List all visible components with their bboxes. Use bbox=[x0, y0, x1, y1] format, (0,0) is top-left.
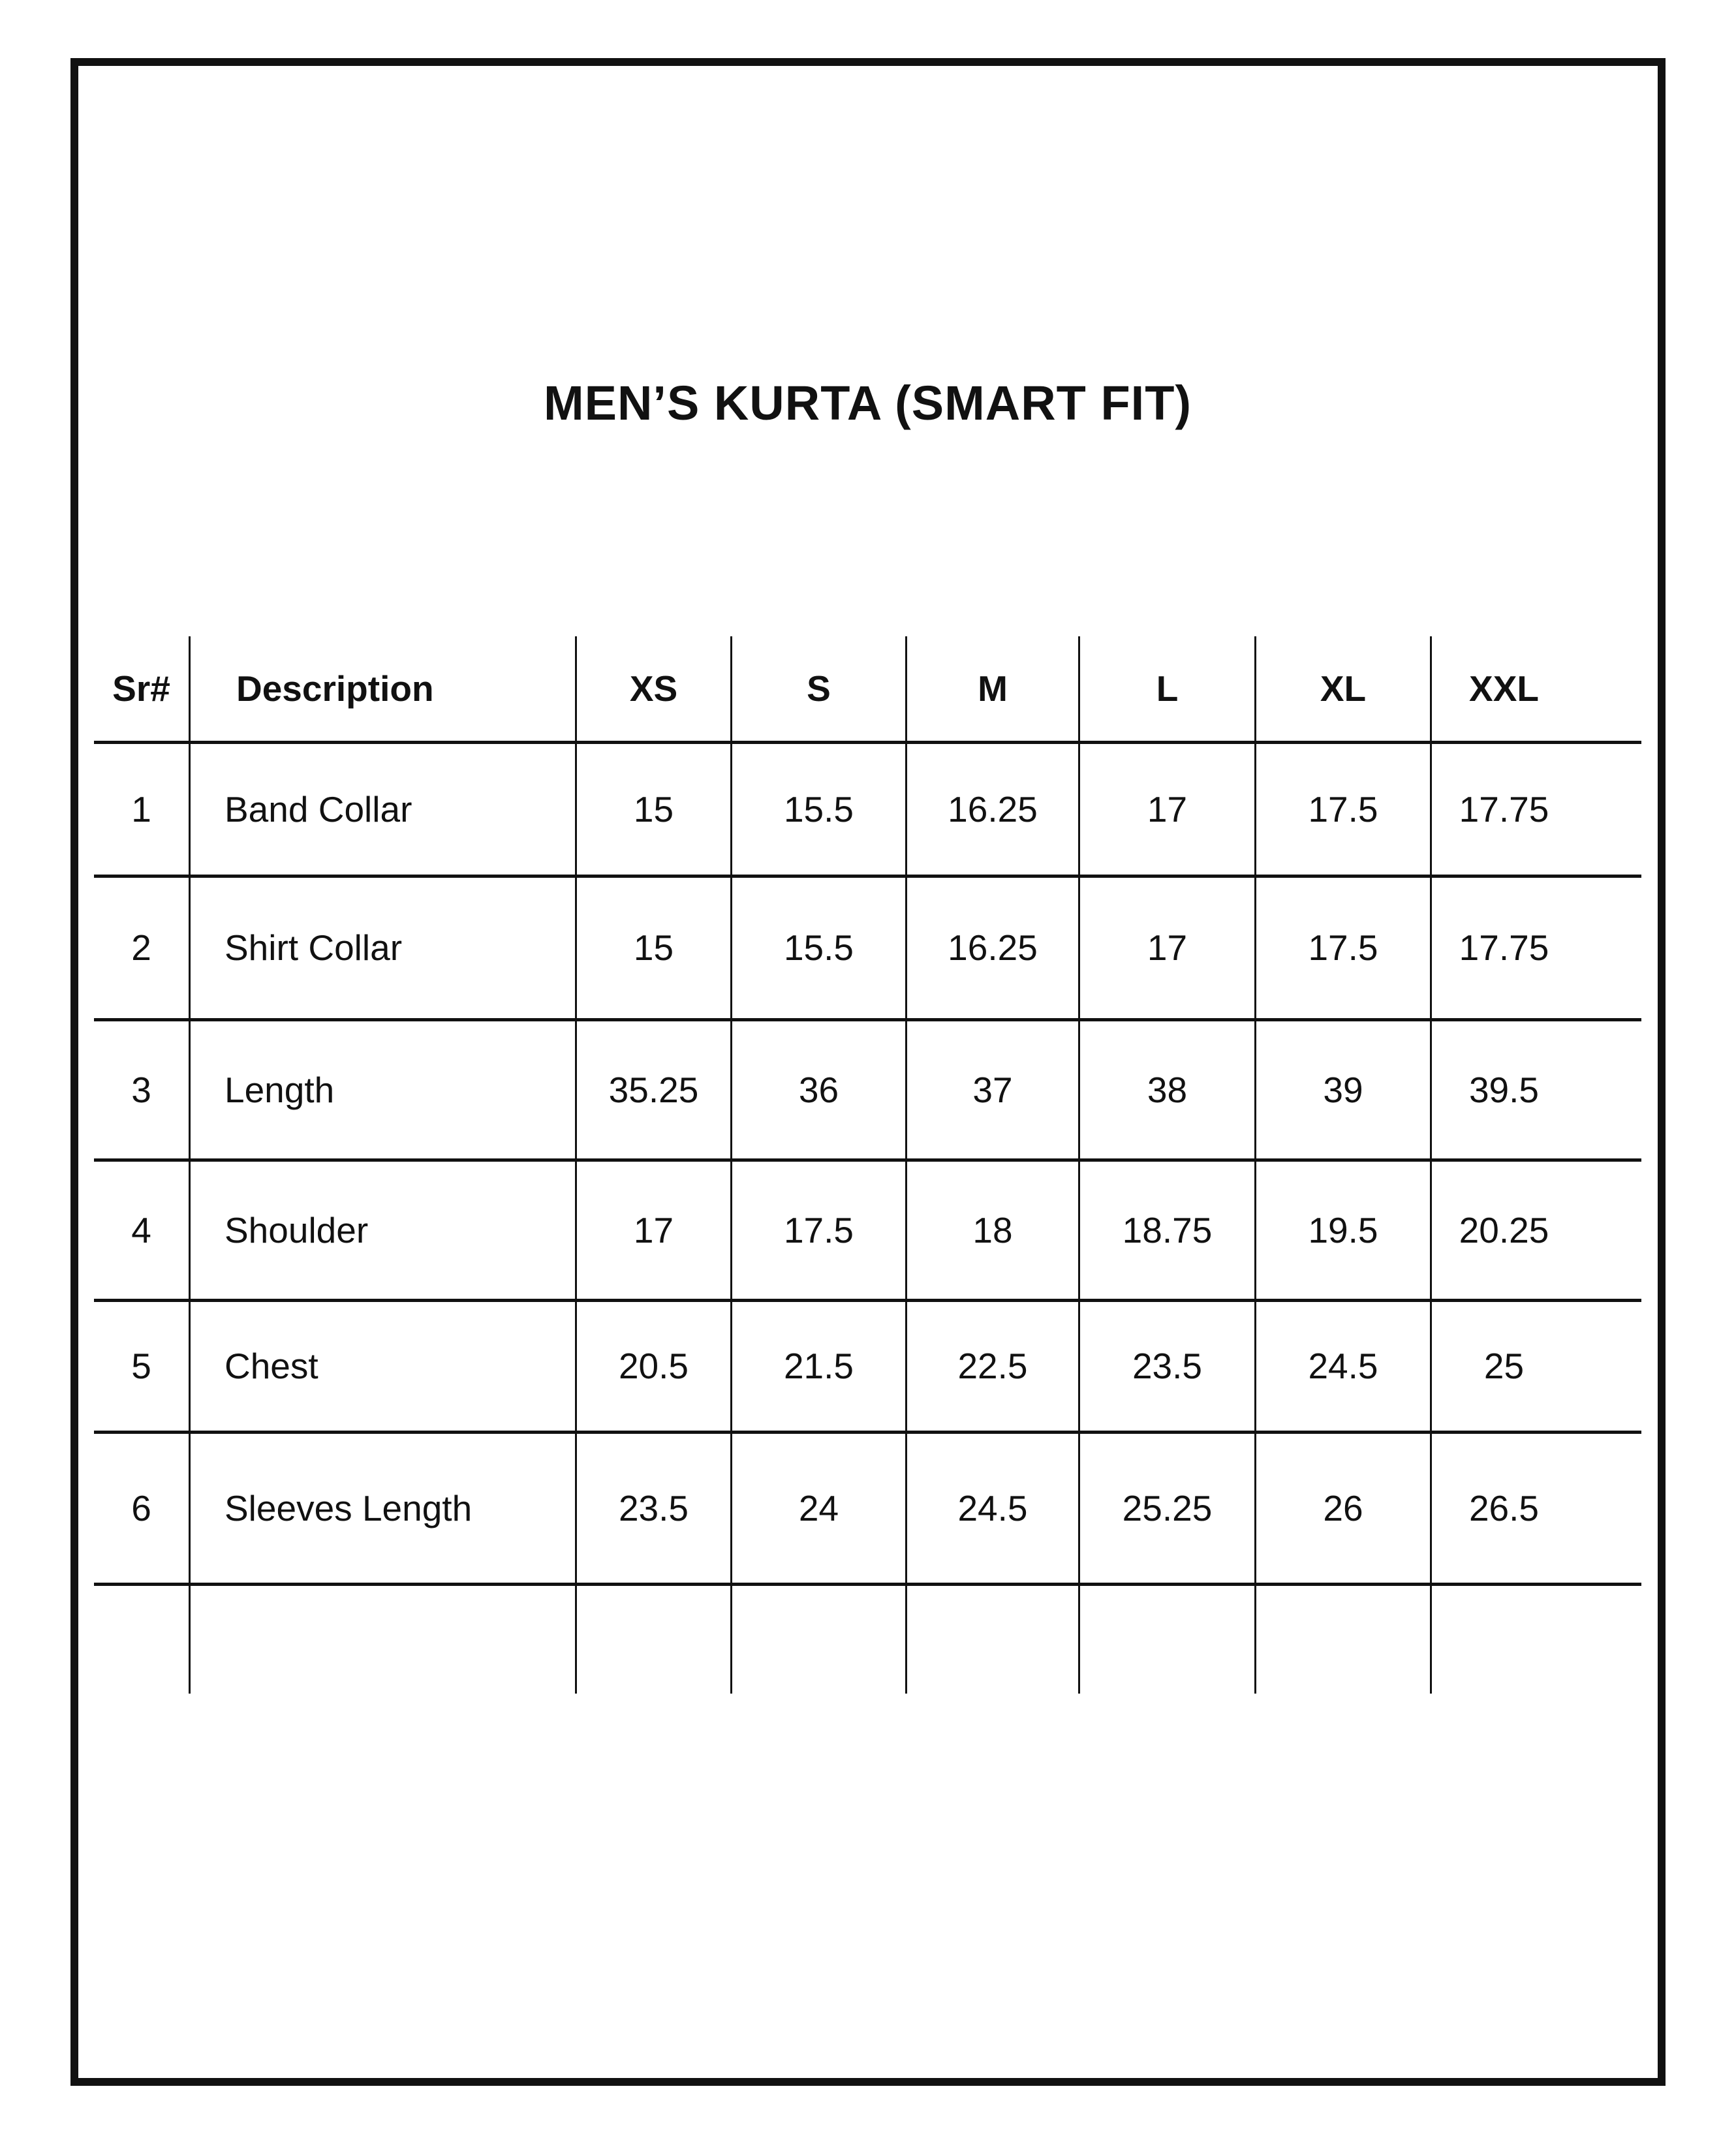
column-header-m: M bbox=[907, 636, 1080, 744]
description-cell: Length bbox=[191, 1021, 577, 1162]
size-value-cell: 18.75 bbox=[1080, 1162, 1256, 1302]
empty-cell bbox=[1256, 1586, 1432, 1694]
empty-cell bbox=[732, 1586, 907, 1694]
size-chart-table bbox=[94, 636, 1641, 1694]
size-value-cell: 24.5 bbox=[1256, 1302, 1432, 1434]
size-value-cell: 21.5 bbox=[732, 1302, 907, 1434]
empty-cell bbox=[907, 1586, 1080, 1694]
description-cell: Chest bbox=[191, 1302, 577, 1434]
column-header-s: S bbox=[732, 636, 907, 744]
size-value-cell: 17.75 bbox=[1432, 744, 1641, 878]
size-value-cell: 17.5 bbox=[1256, 744, 1432, 878]
serial-cell: 2 bbox=[94, 878, 191, 1021]
size-value-cell: 15 bbox=[577, 744, 732, 878]
size-value-cell: 20.25 bbox=[1432, 1162, 1641, 1302]
size-value-cell: 16.25 bbox=[907, 744, 1080, 878]
size-value-cell: 17.75 bbox=[1432, 878, 1641, 1021]
description-cell: Shirt Collar bbox=[191, 878, 577, 1021]
size-value-cell: 39 bbox=[1256, 1021, 1432, 1162]
empty-cell bbox=[94, 1586, 191, 1694]
size-value-cell: 16.25 bbox=[907, 878, 1080, 1021]
size-value-cell: 17 bbox=[1080, 878, 1256, 1021]
column-header-xs: XS bbox=[577, 636, 732, 744]
size-value-cell: 23.5 bbox=[577, 1434, 732, 1586]
size-value-cell: 15.5 bbox=[732, 744, 907, 878]
size-value-cell: 25.25 bbox=[1080, 1434, 1256, 1586]
size-value-cell: 39.5 bbox=[1432, 1021, 1641, 1162]
column-header-description: Description bbox=[191, 636, 577, 744]
size-value-cell: 18 bbox=[907, 1162, 1080, 1302]
size-value-cell: 26.5 bbox=[1432, 1434, 1641, 1586]
description-cell: Sleeves Length bbox=[191, 1434, 577, 1586]
size-value-cell: 20.5 bbox=[577, 1302, 732, 1434]
size-value-cell: 17.5 bbox=[732, 1162, 907, 1302]
column-header-l: L bbox=[1080, 636, 1256, 744]
size-value-cell: 24.5 bbox=[907, 1434, 1080, 1586]
size-value-cell: 15 bbox=[577, 878, 732, 1021]
description-cell: Shoulder bbox=[191, 1162, 577, 1302]
serial-cell: 6 bbox=[94, 1434, 191, 1586]
size-value-cell: 23.5 bbox=[1080, 1302, 1256, 1434]
empty-cell bbox=[191, 1586, 577, 1694]
empty-cell bbox=[1080, 1586, 1256, 1694]
serial-cell: 4 bbox=[94, 1162, 191, 1302]
size-value-cell: 17 bbox=[1080, 744, 1256, 878]
empty-cell bbox=[1432, 1586, 1641, 1694]
size-value-cell: 15.5 bbox=[732, 878, 907, 1021]
size-value-cell: 38 bbox=[1080, 1021, 1256, 1162]
size-value-cell: 24 bbox=[732, 1434, 907, 1586]
description-cell: Band Collar bbox=[191, 744, 577, 878]
page-title: MEN’S KURTA (SMART FIT) bbox=[543, 376, 1192, 430]
size-value-cell: 36 bbox=[732, 1021, 907, 1162]
size-value-cell: 22.5 bbox=[907, 1302, 1080, 1434]
size-value-cell: 26 bbox=[1256, 1434, 1432, 1586]
serial-cell: 3 bbox=[94, 1021, 191, 1162]
column-header-sr: Sr# bbox=[94, 636, 191, 744]
serial-cell: 5 bbox=[94, 1302, 191, 1434]
column-header-xl: XL bbox=[1256, 636, 1432, 744]
size-value-cell: 19.5 bbox=[1256, 1162, 1432, 1302]
serial-cell: 1 bbox=[94, 744, 191, 878]
size-value-cell: 17.5 bbox=[1256, 878, 1432, 1021]
size-value-cell: 25 bbox=[1432, 1302, 1641, 1434]
size-value-cell: 17 bbox=[577, 1162, 732, 1302]
empty-cell bbox=[577, 1586, 732, 1694]
size-value-cell: 37 bbox=[907, 1021, 1080, 1162]
size-value-cell: 35.25 bbox=[577, 1021, 732, 1162]
column-header-xxl: XXL bbox=[1432, 636, 1641, 744]
